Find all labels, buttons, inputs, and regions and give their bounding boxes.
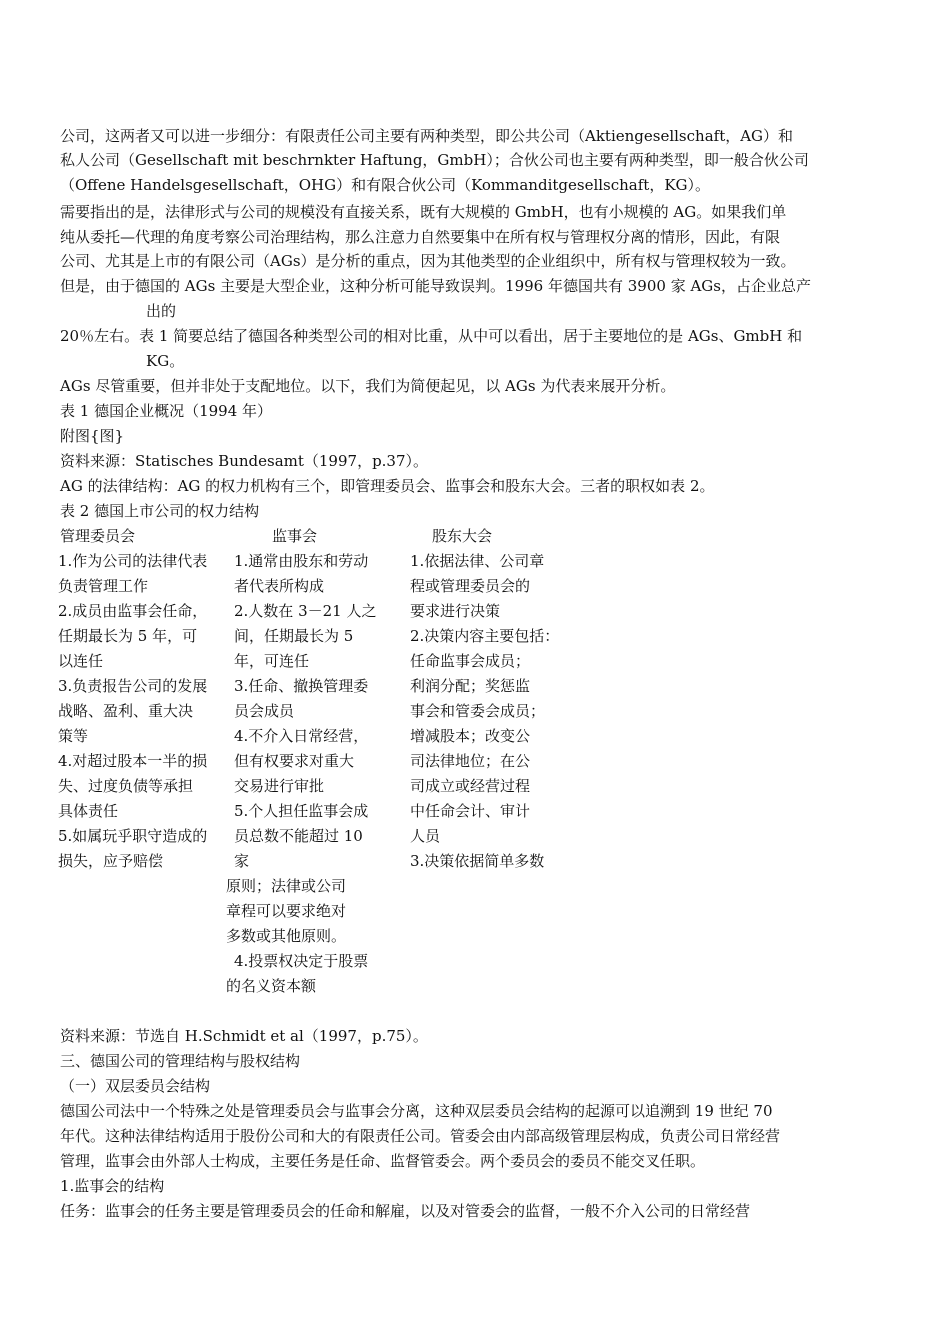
source-note: 资料来源：Statisches Bundesamt（1997，p.37）。 (60, 452, 429, 470)
figure-placeholder: 附图{图} (60, 427, 125, 445)
table-cell-line: 负责管理工作 (58, 577, 149, 595)
table-1-caption: 表 1 德国企业概况（1994 年） (60, 402, 273, 420)
table-cell-line: 战略、盈利、重大决 (58, 702, 194, 720)
table-cell-line: 员会成员 (234, 702, 295, 720)
table-cell-line: 4.投票权决定于股票 (234, 952, 369, 970)
table-cell-line: 章程可以要求绝对 (226, 902, 347, 920)
table-cell-line: 司法律地位；在公 (410, 752, 531, 770)
table-cell-line: 任命监事会成员； (410, 652, 531, 670)
section-heading: 三、德国公司的管理结构与股权结构 (60, 1052, 301, 1070)
table-cell-line: 1.依据法律、公司章 (410, 552, 545, 570)
subsection-heading: （一）双层委员会结构 (60, 1077, 211, 1095)
subheading: 1.监事会的结构 (60, 1177, 165, 1195)
table-header: 股东大会 (432, 527, 493, 545)
text-line: （Offene Handelsgesellschaft，OHG）和有限合伙公司（Kommanditgesellschaft，KG）。 (60, 176, 711, 194)
table-2-caption: 表 2 德国上市公司的权力结构 (60, 502, 260, 520)
text-line: 公司、尤其是上市的有限公司（AGs）是分析的重点，因为其他类型的企业组织中，所有权与管理权较为一致。 (60, 252, 796, 270)
text-line: AG 的法律结构：AG 的权力机构有三个，即管理委员会、监事会和股东大会。三者的职权如表 2。 (60, 477, 715, 495)
text-line: 德国公司法中一个特殊之处是管理委员会与监事会分离，这种双层委员会结构的起源可以追溯到 19 世纪 70 (60, 1102, 773, 1120)
table-cell-line: 中任命会计、审计 (410, 802, 531, 820)
table-cell-line: 交易进行审批 (234, 777, 325, 795)
text-line: 年代。这种法律结构适用于股份公司和大的有限责任公司。管委会由内部高级管理层构成，负责公司日常经营 (60, 1127, 781, 1145)
text-line: 管理，监事会由外部人士构成，主要任务是任命、监督管委会。两个委员会的委员不能交叉任职。 (60, 1152, 706, 1170)
text-line: 私人公司（Gesellschaft mit beschrnkter Haftung，GmbH）；合伙公司也主要有两种类型，即一般合伙公司 (60, 151, 809, 169)
table-cell-line: 年，可连任 (234, 652, 310, 670)
text-line: 20％左右。表 1 简要总结了德国各种类型公司的相对比重，从中可以看出，居于主要地位的是 AGs、GmbH 和 (60, 327, 803, 345)
table-cell-line: 5.如属玩乎职守造成的 (58, 827, 208, 845)
table-cell-line: 但有权要求对重大 (234, 752, 355, 770)
text-line: 任务：监事会的任务主要是管理委员会的任命和解雇，以及对管委会的监督，一般不介入公司的日常经营 (60, 1202, 751, 1220)
text-line: AGs 尽管重要，但并非处于支配地位。以下，我们为简便起见，以 AGs 为代表来展开分析。 (60, 377, 676, 395)
table-cell-line: 4.不介入日常经营， (234, 727, 369, 745)
text-line: 需要指出的是，法律形式与公司的规模没有直接关系，既有大规模的 GmbH，也有小规模的 AG。如果我们单 (60, 203, 787, 221)
table-cell-line: 2.人数在 3－21 人之 (234, 602, 377, 620)
source-note: 资料来源：节选自 H.Schmidt et al（1997，p.75）。 (60, 1027, 428, 1045)
table-header: 监事会 (272, 527, 318, 545)
table-cell-line: 家 (234, 852, 250, 870)
table-cell-line: 增减股本；改变公 (410, 727, 531, 745)
table-cell-line: 要求进行决策 (410, 602, 501, 620)
table-cell-line: 2.决策内容主要包括： (410, 627, 560, 645)
table-cell-line: 策等 (58, 727, 89, 745)
table-cell-line: 损失，应予赔偿 (58, 852, 164, 870)
table-cell-line: 1.通常由股东和劳动 (234, 552, 369, 570)
table-cell-line: 者代表所构成 (234, 577, 325, 595)
table-cell-line: 3.任命、撤换管理委 (234, 677, 369, 695)
table-cell-line: 4.对超过股本一半的损 (58, 752, 208, 770)
table-cell-line: 司成立或经营过程 (410, 777, 531, 795)
table-cell-line: 任期最长为 5 年，可 (58, 627, 198, 645)
table-header: 管理委员会 (60, 527, 136, 545)
table-cell-line: 人员 (410, 827, 441, 845)
text-line: 但是，由于德国的 AGs 主要是大型企业，这种分析可能导致误判。1996 年德国共有 3900 家 AGs，占企业总产 (60, 277, 811, 295)
table-cell-line: 员总数不能超过 10 (234, 827, 363, 845)
table-cell-line: 间，任期最长为 5 (234, 627, 354, 645)
text-line: 纯从委托—代理的角度考察公司治理结构，那么注意力自然要集中在所有权与管理权分离的情形，因此，有限 (60, 228, 781, 246)
text-line: KG。 (146, 352, 185, 370)
table-cell-line: 的名义资本额 (226, 977, 317, 995)
table-cell-line: 利润分配；奖惩监 (410, 677, 531, 695)
table-cell-line: 失、过度负债等承担 (58, 777, 194, 795)
text-line: 公司，这两者又可以进一步细分：有限责任公司主要有两种类型，即公共公司（Aktiengesellschaft，AG）和 (60, 127, 794, 145)
table-cell-line: 以连任 (58, 652, 104, 670)
table-cell-line: 具体责任 (58, 802, 119, 820)
text-line: 出的 (146, 302, 177, 320)
table-cell-line: 多数或其他原则。 (226, 927, 347, 945)
table-cell-line: 3.负责报告公司的发展 (58, 677, 208, 695)
table-cell-line: 程或管理委员会的 (410, 577, 531, 595)
table-cell-line: 3.决策依据简单多数 (410, 852, 545, 870)
table-cell-line: 事会和管委会成员； (410, 702, 546, 720)
table-cell-line: 5.个人担任监事会成 (234, 802, 369, 820)
table-cell-line: 1.作为公司的法律代表 (58, 552, 208, 570)
table-cell-line: 2.成员由监事会任命， (58, 602, 208, 620)
table-cell-line: 原则；法律或公司 (226, 877, 347, 895)
